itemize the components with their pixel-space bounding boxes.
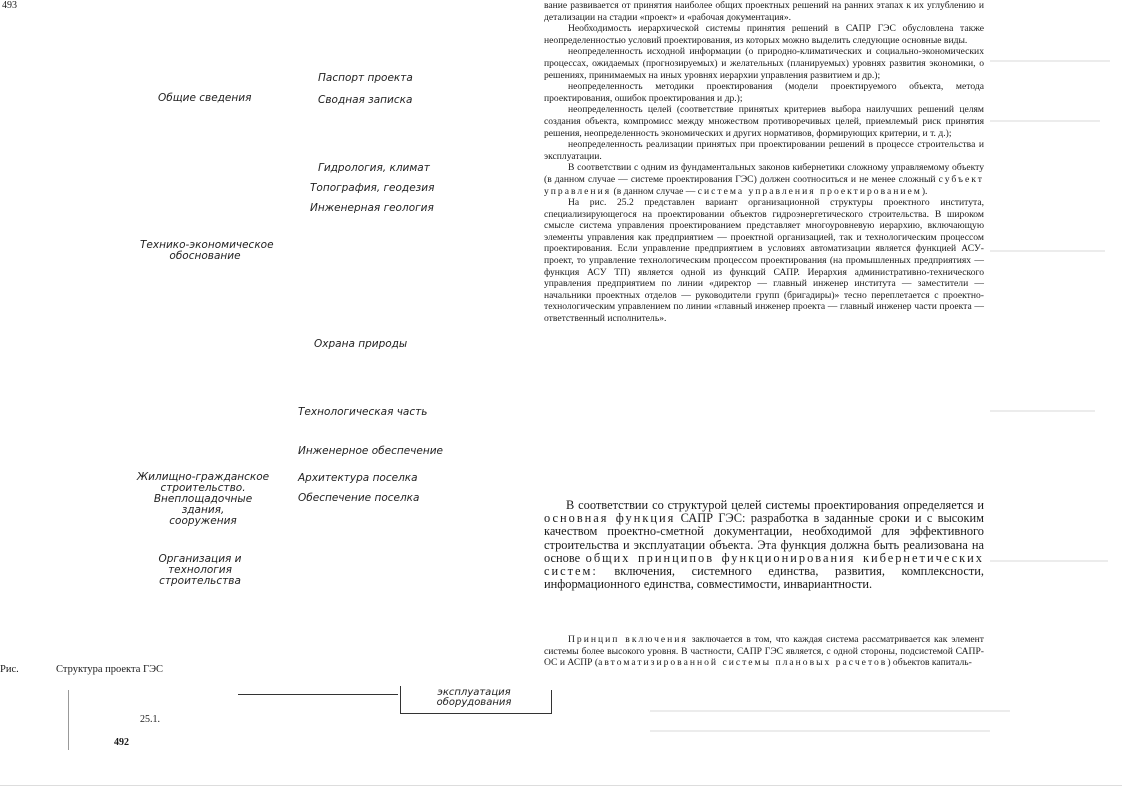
paragraph: вание развивается от принятия наиболее общих проектных решений на ранних этапах к их углублению и детализации на стадии «проект» и «рабочая документация». [544, 0, 984, 23]
label-equipment [424, 688, 524, 708]
spaced-term: система управления проектированием [697, 185, 922, 197]
paragraph: неопределенность исходной информации (о природно-климатических и социально-экономических процессах, ожидаемых (прогнозируемых) и желательных (планируемых) уровнях развития экономики, о решениях, принимаемых на иных уровнях иерархии управления развитием и др.); [544, 46, 984, 81]
label-general-info: Общие сведения [158, 92, 252, 104]
label-hydrology: Гидрология, климат [318, 162, 430, 174]
paragraph-cybernetics [544, 162, 984, 197]
text-run: (в данном случае — [613, 185, 696, 197]
text-run: В соответствии со структурой целей системы проектирования определяется и [566, 498, 984, 512]
bleed-through [650, 730, 990, 732]
label-organization [140, 554, 260, 587]
figure-caption [0, 664, 163, 675]
diagram-line [68, 690, 69, 750]
main-text-block [544, 499, 984, 591]
spaced-term: Принцип включения [568, 634, 688, 645]
label-feasibility [140, 239, 274, 262]
paragraph: На рис. 25.2 представлен вариант организационной структуры проектного института, специализирующегося на проектировании объектов гидроэнергетического строительства. В широком смысле система управления проектированием представляет многоуровневую иерархию, включающую элементы управления как предприятием — проектной организацией, так и технологическим процессом проектирования. Если управление предприятием в условиях автоматизации является функцией АСУ-проект, то управление технологическим процессом проектирования (на промышленных предприятиях — функция АСУ ТП) является одной из функций САПР. Иерархия административно-технического управления предприятием по линии «директор — главный инженер института — заместители — начальники проектных отделов — руководители групп (бригадиры)» тесно переплетается с проектно-технологическим управлением по линии «главный инженер проекта — главный инженер части проекта — ответственный исполнитель». [544, 197, 984, 325]
paragraph-inclusion [544, 634, 984, 669]
bleed-through [990, 60, 1110, 62]
paragraph: Необходимость иерархической системы принятия решений в САПР ГЭС обусловлена также неопределенностью условий проектирования, из которых можно выделить следующие основные виды. [544, 23, 984, 46]
paragraph-main [544, 499, 984, 591]
label-technology-part: Технологическая часть [298, 406, 428, 418]
text-run: заключается в том, что каждая система рассматривается как элемент системы более высокого уровня. В частности, САПР ГЭС является, с одной стороны, подсистемой САПР-ОС и АСПР ( [544, 634, 985, 669]
caption-prefix: Рис. [0, 664, 19, 675]
bleed-through [990, 560, 1108, 562]
diagram-line [400, 713, 552, 714]
label-line: строительство. [160, 482, 246, 494]
page-edge [0, 785, 1122, 786]
label-geology: Инженерная геология [310, 202, 434, 214]
bleed-through [990, 410, 1095, 412]
spaced-term: общих принципов функционирования кибернетических систем: [544, 550, 984, 579]
label-line: оборудования [436, 697, 512, 708]
spaced-term: основная функция [544, 511, 676, 526]
spaced-term: автоматизированной системы плановых расчетов [598, 657, 888, 669]
bleed-through [650, 710, 1010, 712]
label-line: технология [168, 564, 232, 576]
label-settlement-architecture: Архитектура поселка [298, 472, 418, 484]
text-run: включения, системного единства, развития, комплексности, информационного единства, совместимости, инвариантности. [544, 564, 984, 592]
label-line: строительства [159, 575, 241, 587]
text-column [544, 0, 984, 325]
bleed-through [990, 250, 1105, 252]
label-settlement-provision: Обеспечение поселка [298, 492, 420, 504]
label-line: Организация и [158, 553, 242, 565]
paragraph: неопределенность методики проектирования (модели проектируемого объекта, метода проектирования, ошибок проектирования и др.); [544, 81, 984, 104]
paragraph: неопределенность реализации принятых при проектировании решений в процессе строительства и эксплуатации. [544, 139, 984, 162]
spaced-term: субъект управления [544, 173, 984, 197]
label-project-passport: Паспорт проекта [318, 72, 413, 84]
text-run: В соответствии с одним из фундаментальных законов кибернетики сложному управляемому объекту (в данном случае — системе проектирования ГЭС) должен соотноситься и не менее сложный [544, 162, 984, 185]
label-line: обоснование [169, 250, 241, 262]
label-housing [128, 472, 278, 527]
text-block-inclusion [544, 634, 984, 669]
text-run: САПР ГЭС: разработка в заданные сроки и с высоким качеством проектно-сметной документации, необходимой для эффективного строительства и эксплуатации объекта. Эта функция должна быть реализована на основе [544, 511, 984, 565]
label-line: Внеплощадочные [153, 493, 253, 505]
label-line: Жилищно-гражданское [136, 471, 270, 483]
label-nature-protection: Охрана природы [314, 338, 408, 350]
text-run: ) объектов капиталь- [887, 657, 972, 669]
label-line: здания, [181, 504, 225, 516]
label-topography: Топография, геодезия [310, 182, 435, 194]
diagram-line [400, 686, 401, 714]
top-page-number: 493 [2, 0, 17, 11]
label-line: сооружения [169, 515, 237, 527]
figure-number: 25.1. [140, 714, 160, 725]
label-line: Технико-экономическое [140, 239, 274, 251]
label-summary-note: Сводная записка [318, 94, 413, 106]
caption-text: Структура проекта ГЭС [56, 664, 164, 675]
bleed-through [990, 120, 1100, 122]
text-run: ). [921, 185, 928, 197]
diagram-line [238, 694, 398, 695]
paragraph: неопределенность целей (соответствие принятых критериев выбора наилучших решений целям создания объекта, компромисс между множеством противоречивых целей, приемлемый риск принятия решения, неопределенность экономических и других нормативов, формирующих критерии, и т. д.); [544, 104, 984, 139]
bottom-page-number: 492 [114, 737, 129, 748]
label-line: эксплуатация [437, 687, 511, 698]
diagram-line [551, 690, 552, 714]
label-engineering-support: Инженерное обеспечение [298, 445, 443, 457]
